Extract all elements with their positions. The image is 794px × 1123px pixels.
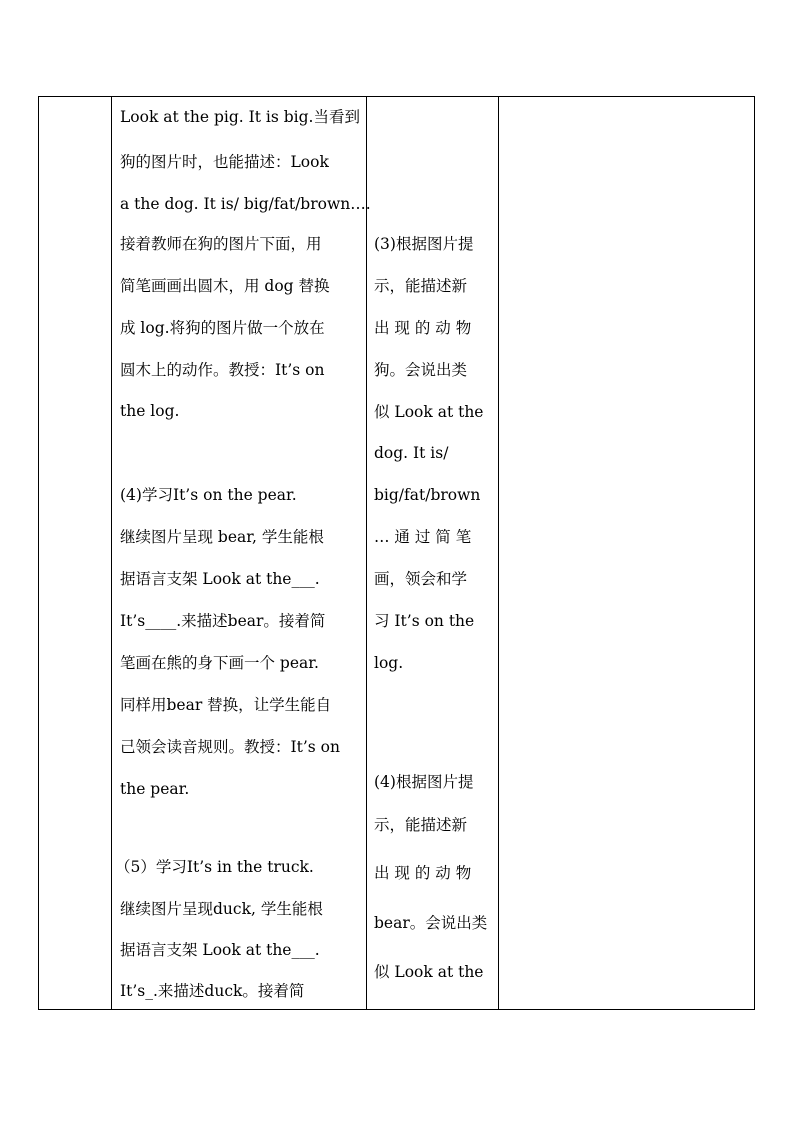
text-line: 出 现 的 动 物 xyxy=(374,319,472,337)
text-line: (4)根据图片提 xyxy=(374,773,474,791)
text-line: (4)学习It’s on the pear. xyxy=(120,486,297,504)
text-line: It’s____.来描述bear。接着简 xyxy=(120,612,326,630)
text-line: 习 It’s on the xyxy=(374,612,475,630)
text-line: a the dog. It is/ big/fat/brown…. xyxy=(120,195,371,213)
text-line: (3)根据图片提 xyxy=(374,235,474,253)
text-line: the log. xyxy=(120,402,180,420)
text-line: big/fat/brown xyxy=(374,486,481,504)
text-line: 似 Look at the xyxy=(374,963,484,981)
text-line: 示，能描述新 xyxy=(374,277,468,295)
text-line: 狗。会说出类 xyxy=(374,361,468,379)
text-line: 笔画在熊的身下画一个 pear. xyxy=(120,654,319,672)
text-line: 据语言支架 Look at the___. xyxy=(120,570,320,588)
text-line: 继续图片呈现 bear, 学生能根 xyxy=(120,528,324,546)
text-line: 似 Look at the xyxy=(374,403,484,421)
text-line: 出 现 的 动 物 xyxy=(374,864,472,882)
text-line: 圆木上的动作。教授：It’s on xyxy=(120,361,325,379)
text-line: Look at the pig. It is big.当看到 xyxy=(120,108,360,126)
text-line: （5）学习It’s in the truck. xyxy=(115,858,314,876)
text-line: … 通 过 简 笔 xyxy=(374,528,472,546)
text-line: 狗的图片时，也能描述：Look xyxy=(120,153,329,171)
column-divider-1 xyxy=(111,97,112,1009)
text-line: the pear. xyxy=(120,780,190,798)
text-line: 同样用bear 替换，让学生能自 xyxy=(120,696,332,714)
text-line: 接着教师在狗的图片下面，用 xyxy=(120,235,322,253)
column-divider-3 xyxy=(498,97,499,1009)
lesson-plan-table xyxy=(38,96,755,1010)
text-line: 己领会读音规则。教授：It’s on xyxy=(120,738,340,756)
text-line: dog. It is/ xyxy=(374,444,449,462)
text-line: 简笔画画出圆木，用 dog 替换 xyxy=(120,277,330,295)
text-line: It’s_.来描述duck。接着简 xyxy=(120,982,305,1000)
text-line: 成 log.将狗的图片做一个放在 xyxy=(120,319,325,337)
text-line: bear。会说出类 xyxy=(374,914,488,932)
text-line: log. xyxy=(374,654,404,672)
text-line: 示，能描述新 xyxy=(374,816,468,834)
text-line: 据语言支架 Look at the___. xyxy=(120,941,320,959)
text-line: 继续图片呈现duck, 学生能根 xyxy=(120,900,323,918)
text-line: 画，领会和学 xyxy=(374,570,468,588)
column-divider-2 xyxy=(366,97,367,1009)
